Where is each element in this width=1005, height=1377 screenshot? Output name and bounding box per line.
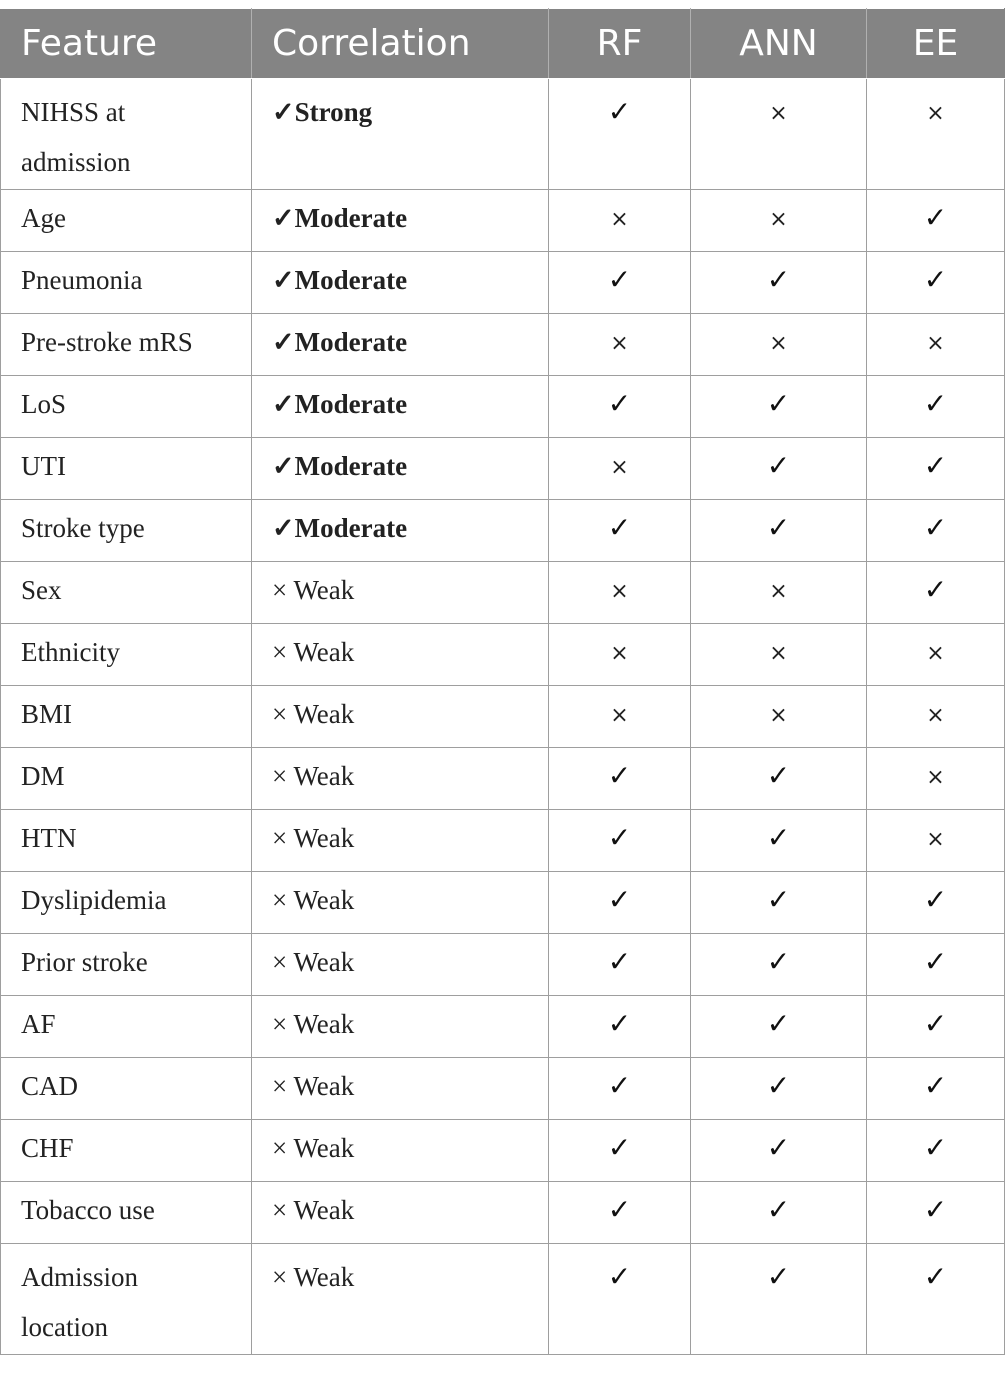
check-mark-icon: ✓	[923, 449, 948, 482]
check-mark-icon: ✓	[607, 263, 632, 296]
check-mark-icon: ✓	[766, 821, 791, 854]
check-mark-icon: ✓	[766, 883, 791, 916]
ee-cell	[867, 562, 1005, 624]
table-row	[1, 79, 1005, 190]
correlation-cell: × Weak	[252, 872, 549, 934]
table-body	[1, 79, 1005, 1355]
check-mark-icon: ✓	[766, 945, 791, 978]
cross-mark-icon: ×	[610, 207, 629, 232]
ann-cell	[691, 500, 867, 562]
table-row	[1, 1058, 1005, 1120]
cross-mark-icon: ×	[926, 641, 945, 666]
rf-cell	[549, 376, 691, 438]
table-row	[1, 314, 1005, 376]
cross-mark-icon: ×	[926, 331, 945, 356]
cross-mark-icon: ×	[926, 827, 945, 852]
ann-cell	[691, 1058, 867, 1120]
ann-cell	[691, 686, 867, 748]
check-mark-icon: ✓	[923, 1131, 948, 1164]
feature-cell: AF	[1, 996, 252, 1058]
correlation-cell: ✓Moderate	[252, 252, 549, 314]
check-mark-icon: ✓	[607, 1069, 632, 1102]
ann-cell	[691, 314, 867, 376]
correlation-cell: × Weak	[252, 562, 549, 624]
check-mark-icon: ✓	[766, 511, 791, 544]
rf-cell	[549, 314, 691, 376]
ee-cell	[867, 996, 1005, 1058]
correlation-cell: × Weak	[252, 996, 549, 1058]
table-row	[1, 872, 1005, 934]
check-mark-icon: ✓	[766, 387, 791, 420]
check-mark-icon: ✓	[607, 511, 632, 544]
check-mark-icon: ✓	[766, 759, 791, 792]
feature-cell: Pre-stroke mRS	[1, 314, 252, 376]
correlation-cell: × Weak	[252, 1244, 549, 1355]
check-mark-icon: ✓	[607, 387, 632, 420]
rf-cell	[549, 1058, 691, 1120]
ann-cell	[691, 252, 867, 314]
correlation-cell: ✓Moderate	[252, 438, 549, 500]
ee-cell	[867, 1120, 1005, 1182]
ee-cell	[867, 500, 1005, 562]
ann-cell	[691, 1244, 867, 1355]
header-rf: RF	[549, 9, 691, 79]
table-row	[1, 500, 1005, 562]
check-mark-icon: ✓	[923, 1069, 948, 1102]
correlation-cell: ✓Moderate	[252, 500, 549, 562]
cross-mark-icon: ×	[926, 765, 945, 790]
check-mark-icon: ✓	[607, 1193, 632, 1226]
table-row	[1, 1244, 1005, 1355]
table-row	[1, 996, 1005, 1058]
feature-cell: LoS	[1, 376, 252, 438]
check-mark-icon: ✓	[923, 201, 948, 234]
table-row	[1, 1120, 1005, 1182]
ann-cell	[691, 996, 867, 1058]
ann-cell	[691, 934, 867, 996]
table-row	[1, 438, 1005, 500]
check-mark-icon: ✓	[923, 387, 948, 420]
table-row	[1, 810, 1005, 872]
correlation-cell: × Weak	[252, 1058, 549, 1120]
check-mark-icon: ✓	[923, 1193, 948, 1226]
cross-mark-icon: ×	[926, 703, 945, 728]
rf-cell	[549, 934, 691, 996]
cross-mark-icon: ×	[769, 641, 788, 666]
feature-cell: CHF	[1, 1120, 252, 1182]
cross-mark-icon: ×	[769, 101, 788, 126]
feature-cell: NIHSS at admission	[1, 79, 252, 190]
ann-cell	[691, 79, 867, 190]
ann-cell	[691, 190, 867, 252]
feature-cell: Dyslipidemia	[1, 872, 252, 934]
check-mark-icon: ✓	[607, 1131, 632, 1164]
correlation-cell: × Weak	[252, 624, 549, 686]
feature-cell: HTN	[1, 810, 252, 872]
correlation-cell: × Weak	[252, 934, 549, 996]
check-mark-icon: ✓	[923, 511, 948, 544]
table-header-row	[1, 9, 1005, 79]
ee-cell	[867, 1058, 1005, 1120]
correlation-cell: × Weak	[252, 810, 549, 872]
ee-cell	[867, 872, 1005, 934]
rf-cell	[549, 1182, 691, 1244]
ee-cell	[867, 934, 1005, 996]
feature-cell: BMI	[1, 686, 252, 748]
header-ann: ANN	[691, 9, 867, 79]
header-ee: EE	[867, 9, 1005, 79]
check-mark-icon: ✓	[766, 1193, 791, 1226]
ann-cell	[691, 810, 867, 872]
check-mark-icon: ✓	[923, 945, 948, 978]
cross-mark-icon: ×	[926, 101, 945, 126]
feature-cell: Age	[1, 190, 252, 252]
rf-cell	[549, 686, 691, 748]
ee-cell	[867, 1244, 1005, 1355]
ee-cell	[867, 624, 1005, 686]
ann-cell	[691, 872, 867, 934]
table-row	[1, 686, 1005, 748]
rf-cell	[549, 1120, 691, 1182]
table-row	[1, 190, 1005, 252]
ee-cell	[867, 748, 1005, 810]
rf-cell	[549, 79, 691, 190]
table-row	[1, 252, 1005, 314]
rf-cell	[549, 872, 691, 934]
correlation-cell: × Weak	[252, 1120, 549, 1182]
ee-cell	[867, 79, 1005, 190]
correlation-cell: ✓Moderate	[252, 376, 549, 438]
rf-cell	[549, 190, 691, 252]
feature-cell: Sex	[1, 562, 252, 624]
ee-cell	[867, 190, 1005, 252]
check-mark-icon: ✓	[766, 1131, 791, 1164]
table-row	[1, 562, 1005, 624]
cross-mark-icon: ×	[610, 641, 629, 666]
table-row	[1, 934, 1005, 996]
ann-cell	[691, 1182, 867, 1244]
feature-cell: DM	[1, 748, 252, 810]
correlation-cell: × Weak	[252, 1182, 549, 1244]
check-mark-icon: ✓	[607, 883, 632, 916]
feature-cell: Ethnicity	[1, 624, 252, 686]
ann-cell	[691, 1120, 867, 1182]
ann-cell	[691, 748, 867, 810]
cross-mark-icon: ×	[769, 579, 788, 604]
cross-mark-icon: ×	[769, 331, 788, 356]
cross-mark-icon: ×	[610, 579, 629, 604]
table-row	[1, 624, 1005, 686]
rf-cell	[549, 1244, 691, 1355]
table-row	[1, 376, 1005, 438]
correlation-cell: ✓Moderate	[252, 314, 549, 376]
feature-cell: Pneumonia	[1, 252, 252, 314]
check-mark-icon: ✓	[766, 263, 791, 296]
table-row	[1, 1182, 1005, 1244]
rf-cell	[549, 500, 691, 562]
rf-cell	[549, 624, 691, 686]
check-mark-icon: ✓	[607, 759, 632, 792]
check-mark-icon: ✓	[607, 95, 632, 128]
check-mark-icon: ✓	[607, 945, 632, 978]
cross-mark-icon: ×	[610, 703, 629, 728]
ann-cell	[691, 562, 867, 624]
rf-cell	[549, 562, 691, 624]
check-mark-icon: ✓	[607, 1007, 632, 1040]
rf-cell	[549, 810, 691, 872]
rf-cell	[549, 748, 691, 810]
ee-cell	[867, 438, 1005, 500]
rf-cell	[549, 252, 691, 314]
check-mark-icon: ✓	[766, 1069, 791, 1102]
ee-cell	[867, 376, 1005, 438]
check-mark-icon: ✓	[766, 449, 791, 482]
check-mark-icon: ✓	[923, 883, 948, 916]
check-mark-icon: ✓	[607, 821, 632, 854]
cross-mark-icon: ×	[769, 207, 788, 232]
header-correlation: Correlation	[252, 9, 549, 79]
ee-cell	[867, 1182, 1005, 1244]
feature-cell: Tobacco use	[1, 1182, 252, 1244]
feature-cell: Admission location	[1, 1244, 252, 1355]
feature-cell: Prior stroke	[1, 934, 252, 996]
ee-cell	[867, 686, 1005, 748]
check-mark-icon: ✓	[923, 1007, 948, 1040]
rf-cell	[549, 438, 691, 500]
feature-cell: CAD	[1, 1058, 252, 1120]
ann-cell	[691, 438, 867, 500]
ee-cell	[867, 810, 1005, 872]
ann-cell	[691, 624, 867, 686]
correlation-cell: × Weak	[252, 686, 549, 748]
check-mark-icon: ✓	[923, 573, 948, 606]
cross-mark-icon: ×	[769, 703, 788, 728]
check-mark-icon: ✓	[607, 1260, 632, 1293]
cross-mark-icon: ×	[610, 331, 629, 356]
ann-cell	[691, 376, 867, 438]
correlation-cell: ✓Strong	[252, 79, 549, 190]
check-mark-icon: ✓	[923, 1260, 948, 1293]
check-mark-icon: ✓	[766, 1007, 791, 1040]
cross-mark-icon: ×	[610, 455, 629, 480]
header-feature: Feature	[1, 9, 252, 79]
feature-cell: Stroke type	[1, 500, 252, 562]
table-row	[1, 748, 1005, 810]
rf-cell	[549, 996, 691, 1058]
correlation-cell: × Weak	[252, 748, 549, 810]
check-mark-icon: ✓	[766, 1260, 791, 1293]
feature-cell: UTI	[1, 438, 252, 500]
feature-correlation-table	[0, 8, 1005, 1355]
ee-cell	[867, 252, 1005, 314]
check-mark-icon: ✓	[923, 263, 948, 296]
correlation-cell: ✓Moderate	[252, 190, 549, 252]
ee-cell	[867, 314, 1005, 376]
